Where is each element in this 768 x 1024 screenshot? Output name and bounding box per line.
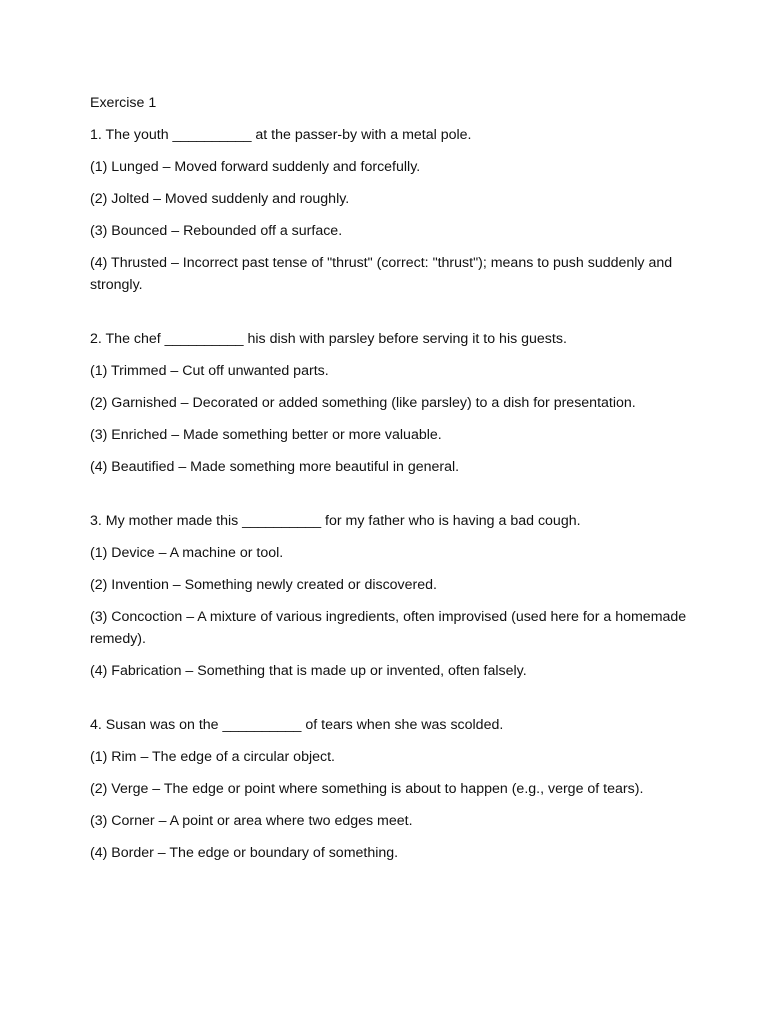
answer-option: (4) Beautified – Made something more beautiful in general. — [90, 459, 460, 475]
exercise-title: Exercise 1 — [90, 95, 157, 111]
answer-option: (3) Enriched – Made something better or more valuable. — [90, 427, 442, 443]
answer-option: (2) Verge – The edge or point where something is about to happen (e.g., verge of tears). — [90, 781, 644, 797]
answer-option: (1) Rim – The edge of a circular object. — [90, 749, 335, 765]
answer-option: (4) Border – The edge or boundary of something. — [90, 845, 399, 861]
question-stem: 4. Susan was on the __________ of tears when she was scolded. — [90, 717, 504, 733]
answer-option: (4) Fabrication – Something that is made up or invented, often falsely. — [90, 663, 527, 679]
answer-option: (2) Garnished – Decorated or added something (like parsley) to a dish for presentation. — [90, 395, 636, 411]
question-3 — [90, 510, 688, 682]
answer-option: (3) Corner – A point or area where two edges meet. — [90, 813, 413, 829]
answer-option: (4) Thrusted – Incorrect past tense of "thrust" (correct: "thrust"); means to push suddenly and strongly. — [90, 255, 673, 293]
answer-option: (3) Concoction – A mixture of various ingredients, often improvised (used here for a homemade remedy). — [90, 609, 687, 647]
question-2 — [90, 328, 688, 478]
answer-option: (2) Invention – Something newly created or discovered. — [90, 577, 437, 593]
answer-option: (1) Device – A machine or tool. — [90, 545, 284, 561]
answer-option: (3) Bounced – Rebounded off a surface. — [90, 223, 343, 239]
answer-option: (2) Jolted – Moved suddenly and roughly. — [90, 191, 350, 207]
question-stem: 1. The youth __________ at the passer-by with a metal pole. — [90, 127, 472, 143]
answer-option: (1) Trimmed – Cut off unwanted parts. — [90, 363, 329, 379]
question-stem: 2. The chef __________ his dish with parsley before serving it to his guests. — [90, 331, 567, 347]
question-4 — [90, 714, 688, 864]
answer-option: (1) Lunged – Moved forward suddenly and forcefully. — [90, 159, 421, 175]
question-stem: 3. My mother made this __________ for my father who is having a bad cough. — [90, 513, 581, 529]
question-1 — [90, 124, 688, 296]
